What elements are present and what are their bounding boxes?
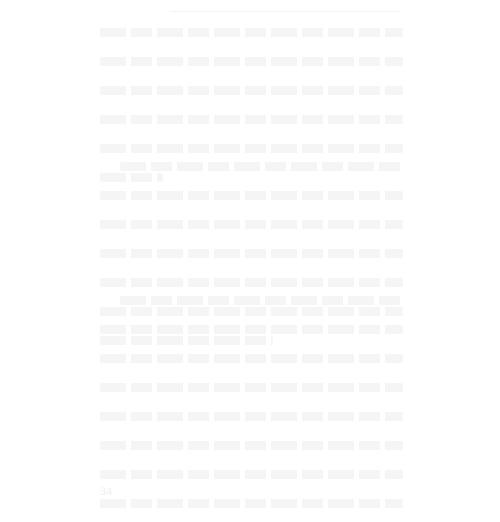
running-header bbox=[100, 4, 400, 18]
header-rule bbox=[170, 11, 400, 12]
page-number: 34 bbox=[100, 484, 112, 498]
paragraph-3 bbox=[100, 290, 403, 522]
